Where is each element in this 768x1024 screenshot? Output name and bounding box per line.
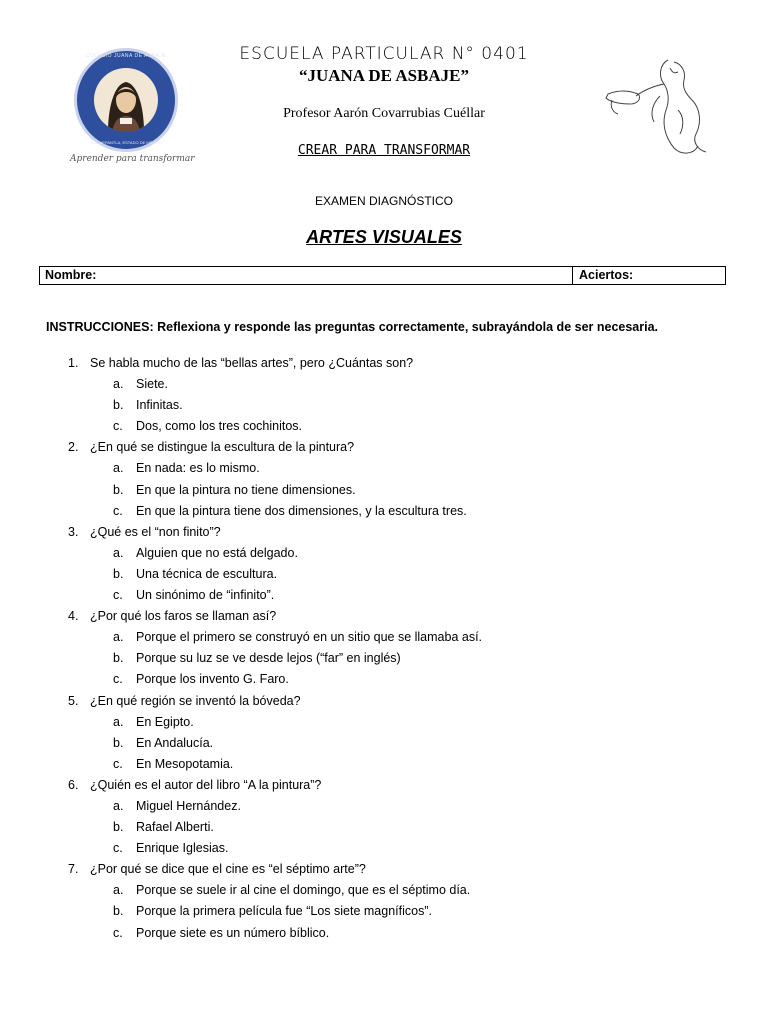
option-letter: b.: [113, 904, 124, 919]
question-list: [0, 354, 768, 945]
option-letter: b.: [113, 735, 124, 750]
answer-option[interactable]: [0, 544, 768, 565]
exam-subject: ARTES VISUALES: [306, 227, 462, 247]
question-text: ¿Por qué los faros se llaman así?: [90, 609, 277, 624]
option-text: En nada: es lo mismo.: [136, 461, 260, 476]
question: [0, 692, 768, 713]
option-text: Un sinónimo de “infinito”.: [136, 588, 275, 603]
answer-option[interactable]: [0, 670, 768, 691]
option-letter: a.: [113, 798, 124, 813]
option-text: En que la pintura no tiene dimensiones.: [136, 482, 356, 497]
question: [0, 354, 768, 375]
school-name: “JUANA DE ASBAJE”: [298, 66, 470, 85]
school-motto: CREAR PARA TRANSFORMAR: [297, 143, 471, 158]
answer-option[interactable]: [0, 481, 768, 502]
exam-type: EXAMEN DIAGNÓSTICO: [314, 194, 454, 208]
answer-option[interactable]: [0, 755, 768, 776]
question-number: 3.: [68, 524, 79, 539]
answer-option[interactable]: [0, 586, 768, 607]
logo-ring-bottom: TLALNEPANTLA, ESTADO DE MÉXICO: [89, 140, 163, 145]
answer-option[interactable]: [0, 459, 768, 480]
question-number: 4.: [68, 609, 79, 624]
question-text: ¿En qué región se inventó la bóveda?: [90, 693, 301, 708]
question-text: ¿Por qué se dice que el cine es “el séptimo arte”?: [90, 862, 366, 877]
name-label: Nombre:: [45, 268, 97, 282]
score-field[interactable]: [573, 267, 725, 284]
option-text: Enrique Iglesias.: [136, 841, 229, 856]
option-letter: b.: [113, 566, 124, 581]
option-letter: c.: [113, 672, 123, 687]
option-text: Porque los invento G. Faro.: [136, 672, 289, 687]
option-text: Miguel Hernández.: [136, 798, 241, 813]
option-text: Siete.: [136, 377, 168, 392]
option-letter: a.: [113, 630, 124, 645]
teacher-name: Profesor Aarón Covarrubias Cuéllar: [283, 106, 485, 121]
option-letter: c.: [113, 503, 123, 518]
option-letter: b.: [113, 398, 124, 413]
answer-option[interactable]: [0, 396, 768, 417]
question-number: 1.: [68, 356, 79, 370]
option-text: Alguien que no está delgado.: [136, 545, 298, 560]
name-score-box: [39, 266, 726, 285]
option-text: Dos, como los tres cochinitos.: [136, 419, 303, 434]
option-text: Porque siete es un número bíblico.: [136, 925, 330, 940]
option-letter: a.: [113, 377, 124, 392]
option-letter: c.: [113, 419, 123, 434]
option-letter: b.: [113, 820, 124, 835]
answer-option[interactable]: [0, 797, 768, 818]
question: [0, 607, 768, 628]
option-letter: b.: [113, 651, 124, 666]
option-letter: a.: [113, 461, 124, 476]
answer-option[interactable]: [0, 713, 768, 734]
answer-option[interactable]: [0, 924, 768, 945]
question: [0, 860, 768, 881]
question: [0, 438, 768, 459]
answer-option[interactable]: [0, 881, 768, 902]
logo-motto: Aprender para transformar: [70, 154, 195, 164]
option-text: Una técnica de escultura.: [136, 566, 278, 581]
question-text: ¿Quién es el autor del libro “A la pintura”?: [90, 777, 322, 792]
question-number: 5.: [68, 693, 79, 708]
option-text: En Andalucía.: [136, 735, 214, 750]
answer-option[interactable]: [0, 417, 768, 438]
option-text: En Mesopotamia.: [136, 756, 234, 771]
sketch-illustration-icon: [598, 50, 718, 160]
answer-option[interactable]: [0, 628, 768, 649]
question-text: Se habla mucho de las “bellas artes”, pero ¿Cuántas son?: [90, 356, 414, 370]
question-text: ¿Qué es el “non finito”?: [90, 524, 221, 539]
option-letter: c.: [113, 588, 123, 603]
question: [0, 776, 768, 797]
option-letter: c.: [113, 756, 123, 771]
option-letter: b.: [113, 482, 124, 497]
option-text: Infinitas.: [136, 398, 183, 413]
option-letter: c.: [113, 841, 123, 856]
answer-option[interactable]: [0, 565, 768, 586]
instructions: INSTRUCCIONES: Reflexiona y responde las preguntas correctamente, subrayándola de ser necesaria.: [46, 320, 659, 334]
option-text: Porque su luz se ve desde lejos (“far” en inglés): [136, 651, 401, 666]
answer-option[interactable]: [0, 839, 768, 860]
question-number: 6.: [68, 777, 79, 792]
option-text: Porque la primera película fue “Los siete magníficos”.: [136, 904, 432, 919]
option-letter: a.: [113, 545, 124, 560]
school-title: ESCUELA PARTICULAR N° 0401: [239, 44, 529, 64]
option-text: En Egipto.: [136, 714, 194, 729]
name-field[interactable]: [40, 267, 573, 284]
question-number: 2.: [68, 440, 79, 455]
option-letter: a.: [113, 883, 124, 898]
option-letter: c.: [113, 925, 123, 940]
option-text: En que la pintura tiene dos dimensiones, y la escultura tres.: [136, 503, 467, 518]
option-text: Porque se suele ir al cine el domingo, que es el séptimo día.: [136, 883, 471, 898]
answer-option[interactable]: [0, 375, 768, 396]
answer-option[interactable]: [0, 502, 768, 523]
answer-option[interactable]: [0, 649, 768, 670]
option-letter: a.: [113, 714, 124, 729]
question: [0, 523, 768, 544]
logo-ring-text: COLEGIO JUANA DE ASBAJE: [85, 53, 167, 59]
answer-option[interactable]: [0, 902, 768, 923]
answer-option[interactable]: [0, 734, 768, 755]
option-text: Rafael Alberti.: [136, 820, 214, 835]
question-text: ¿En qué se distingue la escultura de la pintura?: [90, 440, 355, 455]
option-text: Porque el primero se construyó en un sitio que se llamaba así.: [136, 630, 483, 645]
answer-option[interactable]: [0, 818, 768, 839]
question-number: 7.: [68, 862, 79, 877]
score-label: Aciertos:: [579, 268, 634, 282]
